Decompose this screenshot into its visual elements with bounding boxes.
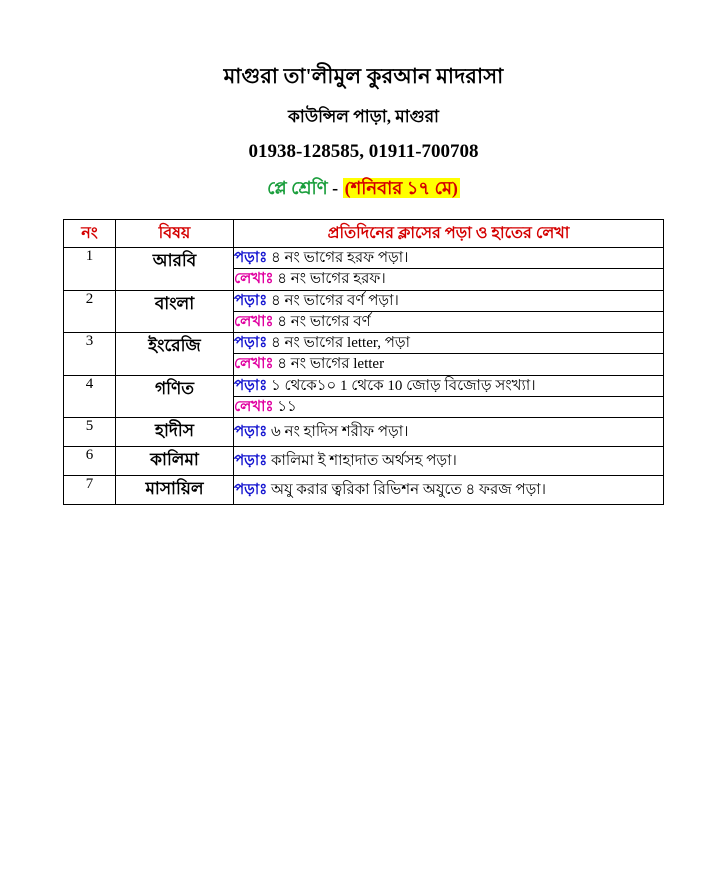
content-text: ৬ নং হাদিস শরীফ পড়া। xyxy=(267,423,409,440)
row-subject: হাদীস xyxy=(116,418,234,447)
table-row xyxy=(64,476,664,505)
school-phone: 01938-128585, 01911-700708 xyxy=(248,141,479,162)
class-and-date-line xyxy=(40,174,687,205)
lekha-tag: লেখাঃ xyxy=(234,356,274,373)
table-row xyxy=(64,418,664,447)
table-header-row xyxy=(64,220,664,248)
row-content-line xyxy=(234,333,664,354)
pora-tag: পড়াঃ xyxy=(234,452,268,469)
pora-tag: পড়াঃ xyxy=(234,481,268,498)
lekha-tag: লেখাঃ xyxy=(234,271,274,288)
content-text: ১১ xyxy=(273,398,297,415)
lekha-tag: লেখাঃ xyxy=(234,398,274,415)
row-content-line xyxy=(234,447,664,476)
content-text: ৪ নং ভাগের বর্ণ xyxy=(273,313,371,330)
table-row xyxy=(64,290,664,311)
content-text: ৪ নং ভাগের হরফ। xyxy=(273,271,386,288)
row-content-line xyxy=(234,311,664,332)
column-header-subject: বিষয় xyxy=(116,220,234,248)
row-number: 2 xyxy=(64,290,116,333)
class-label: প্লে শ্রেণি xyxy=(267,178,328,198)
table-row xyxy=(64,333,664,354)
row-content-line xyxy=(234,248,664,269)
table-row xyxy=(64,375,664,396)
row-subject: মাসায়িল xyxy=(116,476,234,505)
class-date-highlight: (শনিবার ১৭ মে) xyxy=(344,178,458,198)
table-body xyxy=(64,248,664,505)
pora-tag: পড়াঃ xyxy=(234,292,268,309)
routine-table xyxy=(63,219,664,505)
row-number: 1 xyxy=(64,248,116,291)
class-dash: - xyxy=(332,178,339,198)
row-content-line xyxy=(234,418,664,447)
row-subject: আরবি xyxy=(116,248,234,291)
content-text: ৪ নং ভাগের letter, পড়া xyxy=(267,335,410,351)
content-text: ১ থেকে১০ 1 থেকে 10 জোড় বিজোড় সংখ্যা। xyxy=(267,377,536,394)
row-content-line xyxy=(234,476,664,505)
row-number: 7 xyxy=(64,476,116,505)
row-content-line xyxy=(234,396,664,417)
pora-tag: পড়াঃ xyxy=(234,335,268,351)
row-subject: গণিত xyxy=(116,375,234,418)
school-address: কাউন্সিল পাড়া, মাগুরা xyxy=(288,107,439,126)
content-text: ৪ নং ভাগের letter xyxy=(273,356,385,373)
row-number: 4 xyxy=(64,375,116,418)
column-header-no: নং xyxy=(64,220,116,248)
row-subject: বাংলা xyxy=(116,290,234,333)
content-text: ৪ নং ভাগের বর্ণ পড়া। xyxy=(267,292,399,309)
row-subject: ইংরেজি xyxy=(116,333,234,376)
row-subject: কালিমা xyxy=(116,447,234,476)
table-row xyxy=(64,248,664,269)
row-content-line xyxy=(234,290,664,311)
content-text: ৪ নং ভাগের হরফ পড়া। xyxy=(267,250,409,266)
document-header xyxy=(40,60,687,205)
content-text: কালিমা ই শাহাদাত অর্থসহ পড়া। xyxy=(267,452,457,469)
lekha-tag: লেখাঃ xyxy=(234,313,274,330)
row-number: 3 xyxy=(64,333,116,376)
row-number: 5 xyxy=(64,418,116,447)
row-number: 6 xyxy=(64,447,116,476)
pora-tag: পড়াঃ xyxy=(234,423,268,440)
pora-tag: পড়াঃ xyxy=(234,377,268,394)
content-text: অযু করার ত্বরিকা রিভিশন অযুতে ৪ ফরজ পড়া। xyxy=(267,481,547,498)
row-content-line xyxy=(234,269,664,290)
school-name: মাগুরা তা'লীমুল কুরআন মাদরাসা xyxy=(223,64,504,88)
pora-tag: পড়াঃ xyxy=(234,250,268,266)
column-header-content: প্রতিদিনের ক্লাসের পড়া ও হাতের লেখা xyxy=(234,220,664,248)
row-content-line xyxy=(234,375,664,396)
row-content-line xyxy=(234,354,664,375)
table-row xyxy=(64,447,664,476)
